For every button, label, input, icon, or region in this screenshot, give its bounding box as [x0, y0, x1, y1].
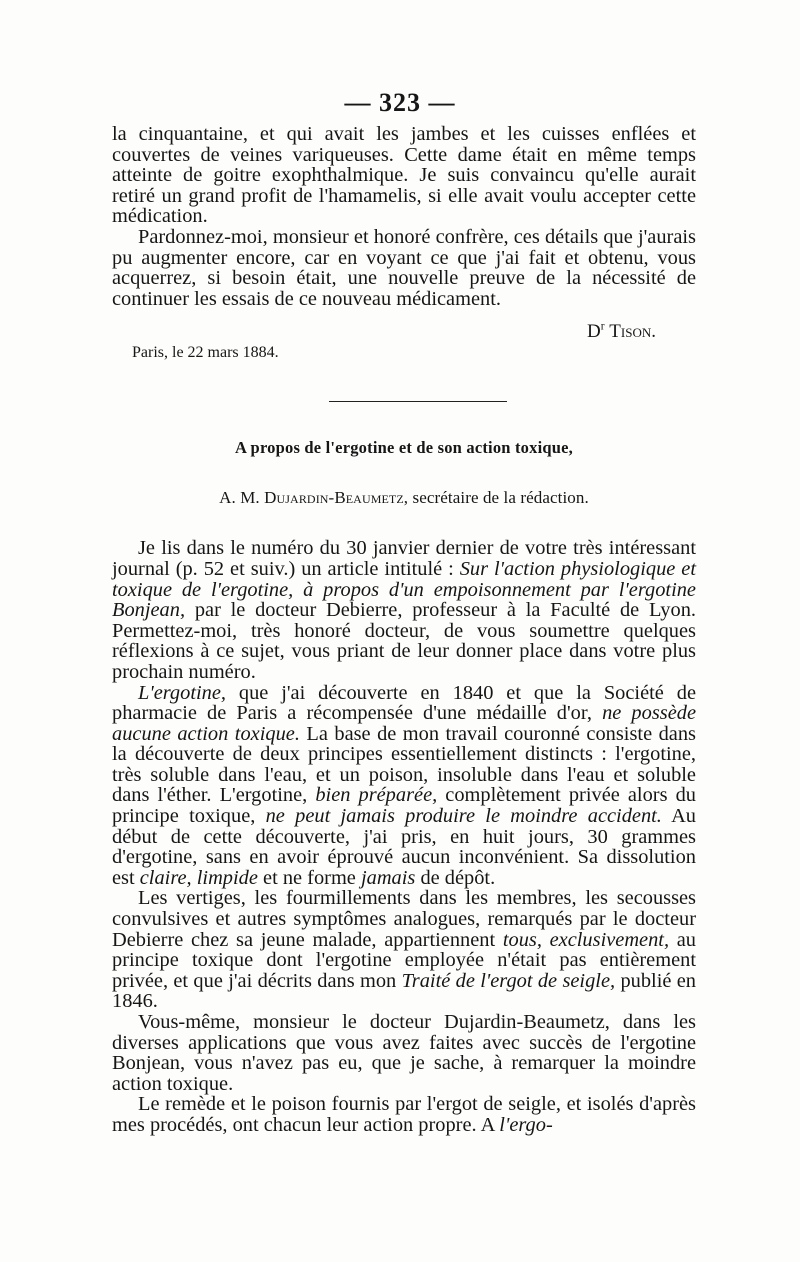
paragraph-ergotine-text-2: La base de mon travail couronné consiste dans la découverte de deux principes essentiellement distincts : l'ergotine, très soluble dans l'eau, et un poison, insoluble dans l'eau et soluble dans l'éther. L'ergotine,: [112, 722, 696, 807]
byline-role: secrétaire de la rédaction.: [412, 488, 589, 508]
byline-prefix: A. M.: [219, 488, 260, 508]
paragraph-apology: Pardonnez-moi, monsieur et honoré confrère, ces détails que j'aurais pu augmenter encore, car en voyant ce que j'ai fait et obtenu, vous acquerrez, si besoin était, une nouvelle preuve de la nécessité de continuer les essais de ce nouveau médicament.: [112, 225, 696, 310]
paragraph-ergotine-text-1: que j'ai découverte en 1840 et que la Société de pharmacie de Paris a récompensée d'une médaille d'or,: [112, 681, 696, 725]
paragraph-continued: la cinquantaine, et qui avait les jambes et les cuisses enflées et couvertes de veines variqueuses. Cette dame était en même temps atteinte de goitre exophthalmique. Je suis convaincu qu'elle aurait retiré un grand profit de l'hamamelis, si elle avait voulu accepter cette médication.: [112, 123, 696, 228]
paragraph-ergotine-text-4: Au début de cette découverte, j'ai pris, en huit jours, 30 grammes d'ergotine, sans en avoir éprouvé aucun inconvénient. Sa dissolution est: [112, 805, 696, 889]
byline: [112, 488, 696, 508]
emphasis-well-prepared: bien préparée,: [315, 784, 438, 807]
paragraph-ergotine-text-5: et ne forme: [257, 866, 361, 889]
emphasis-never: jamais: [360, 866, 416, 889]
emphasis-no-accident: ne peut jamais produire le moindre accident.: [265, 805, 662, 828]
paragraph-remedy: [112, 1094, 696, 1135]
section-divider: [329, 401, 507, 402]
emphasis-no-toxic-action: ne possède aucune action toxique.: [112, 702, 696, 745]
paragraph-applications: Vous-même, monsieur le docteur Dujardin-Beaumetz, dans les diverses applications que vous avez faites avec succès de l'ergotine Bonjean, vous n'avez pas eu, que je sache, à remarquer la moindre action toxique.: [112, 1011, 696, 1095]
emphasis-clear: claire, limpide: [139, 866, 258, 889]
paragraph-symptoms-text-2: au principe toxique dont l'ergotine employée n'était pas entièrement privée, et que j'ai décrits dans mon: [112, 928, 697, 992]
paragraph-ergotine: [112, 683, 696, 889]
paragraph-intro-text-2: par le docteur Debierre, professeur à la Faculté de Lyon. Permettez-moi, très honoré docteur, de vous soumettre quelques réflexions à ce sujet, vous priant de leur donner place dans votre plus prochain numéro.: [112, 599, 696, 683]
paragraph-intro-text-1: Je lis dans le numéro du 30 janvier dernier de votre très intéressant journal (p. 52 et suiv.) un article intitulé :: [112, 537, 696, 580]
cited-article-title: Sur l'action physiologique et toxique de l'ergotine, à propos d'un empoisonnement par l'ergotine Bonjean,: [112, 557, 696, 622]
signature-name: Tison.: [609, 321, 656, 343]
page-number: — 323 —: [344, 88, 456, 117]
emphasis-ergotine: L'ergotine,: [138, 681, 226, 704]
paragraph-remedy-text-1: Le remède et le poison fournis par l'ergot de seigle, et isolés d'après mes procédés, ont chacun leur action propre. A: [112, 1093, 696, 1136]
paragraph-symptoms-text-3: publié en 1846.: [112, 969, 696, 1013]
paragraph-symptoms: [112, 888, 696, 1012]
dateline: Paris, le 22 mars 1884.: [132, 344, 279, 362]
paragraph-symptoms-text-1: Les vertiges, les fourmillements dans les membres, les secousses convulsives et autres symptômes analogues, remarqués par le docteur Debierre chez sa jeune malade, appartiennent: [112, 887, 696, 951]
signature-title: D: [587, 321, 601, 343]
text-column: [112, 124, 696, 1136]
cited-treatise-title: Traité de l'ergot de seigle,: [401, 969, 616, 992]
emphasis-ergo: l'ergo-: [499, 1113, 553, 1136]
article-title: A propos de l'ergotine et de son action toxique,: [235, 438, 573, 458]
emphasis-all-exclusively: tous, exclusivement,: [502, 928, 670, 951]
byline-name: Dujardin-Beaumetz,: [264, 488, 409, 508]
paragraph-ergotine-text-3: complètement privée alors du principe toxique,: [112, 784, 696, 828]
signature-title-sup: r: [600, 321, 605, 334]
paragraph-ergotine-text-6: de dépôt.: [415, 866, 496, 889]
paragraph-intro: [112, 538, 696, 682]
signature: [112, 321, 696, 343]
